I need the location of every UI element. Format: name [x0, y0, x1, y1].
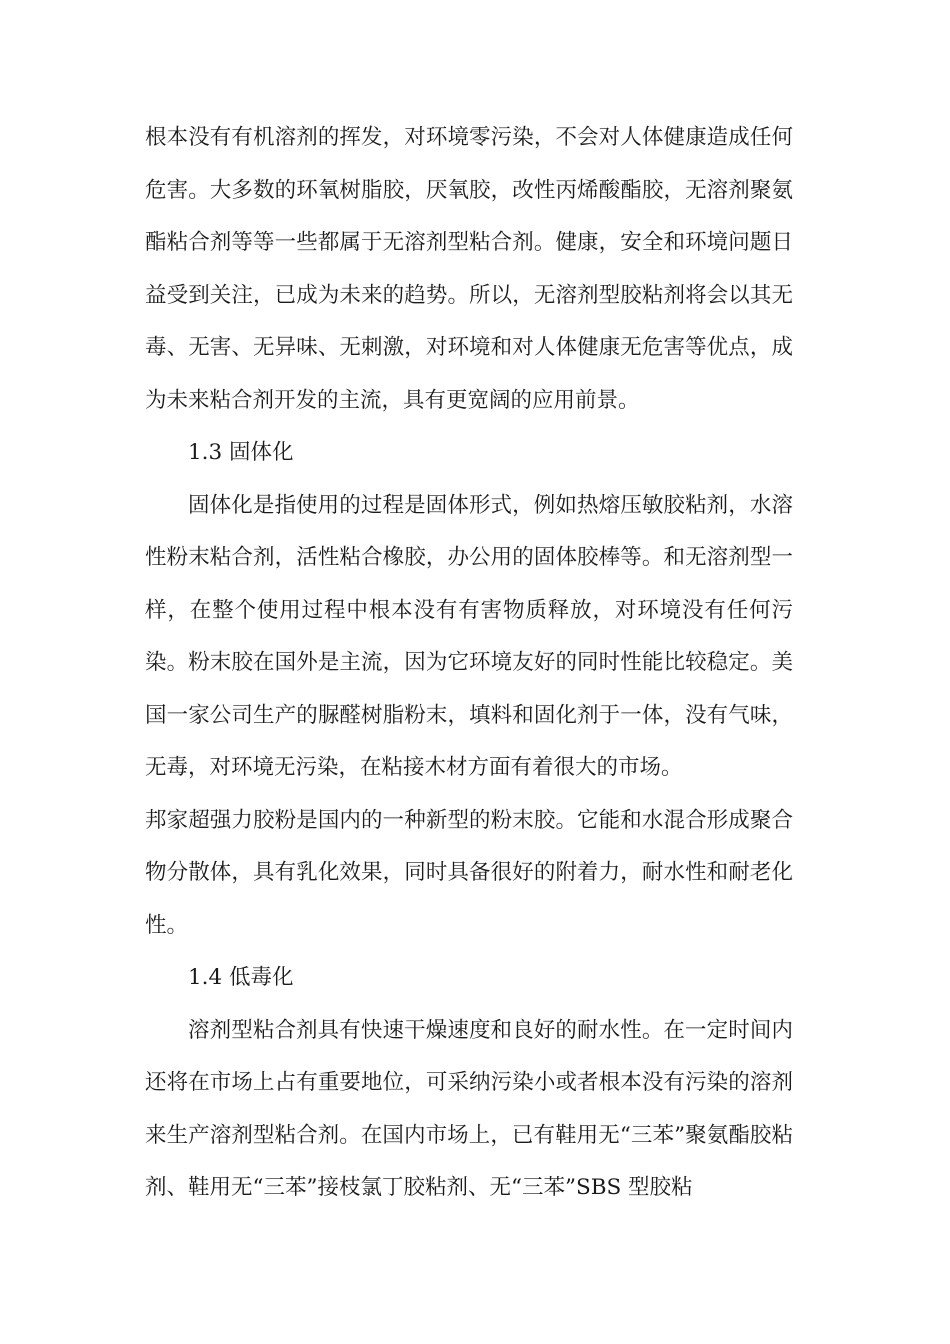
paragraph-low-toxicity: 溶剂型粘合剂具有快速干燥速度和良好的耐水性。在一定时间内还将在市场上占有重要地位，可采纳污染小或者根本没有污染的溶剂来生产溶剂型粘合剂。在国内市场上，已有鞋用无“三苯”聚氨酯胶粘剂、鞋用无“三苯”接枝氯丁胶粘剂、无“三苯”SBS 型胶粘 [145, 1017, 793, 1200]
paragraph-solidification: 固体化是指使用的过程是固体形式，例如热熔压敏胶粘剂，水溶性粉末粘合剂，活性粘合橡胶，办公用的固体胶棒等。和无溶剂型一样，在整个使用过程中根本没有有害物质释放，对环境没有任何污染。粉末胶在国外是主流，因为它环境友好的同时性能比较稳定。美国一家公司生产的脲醛树脂粉末，填料和固化剂于一体，没有气味，无毒，对环境无污染，在粘接木材方面有着很大的市场。 [145, 492, 793, 780]
paragraph-continued: 根本没有有机溶剂的挥发，对环境零污染，不会对人体健康造成任何危害。大多数的环氧树脂胶，厌氧胶，改性丙烯酸酯胶，无溶剂聚氨酯粘合剂等等一些都属于无溶剂型粘合剂。健康，安全和环境问题日益受到关注，已成为未来的趋势。所以，无溶剂型胶粘剂将会以其无毒、无害、无异味、无刺激，对环境和对人体健康无危害等优点，成为未来粘合剂开发的主流，具有更宽阔的应用前景。 [145, 125, 793, 413]
section-heading-1-3: 1.3 固体化 [188, 440, 294, 465]
paragraph-powder-glue: 邦家超强力胶粉是国内的一种新型的粉末胶。它能和水混合形成聚合物分散体，具有乳化效果，同时具备很好的附着力，耐水性和耐老化性。 [145, 807, 793, 938]
document-body [145, 112, 793, 1215]
section-heading-1-4: 1.4 低毒化 [188, 965, 294, 990]
